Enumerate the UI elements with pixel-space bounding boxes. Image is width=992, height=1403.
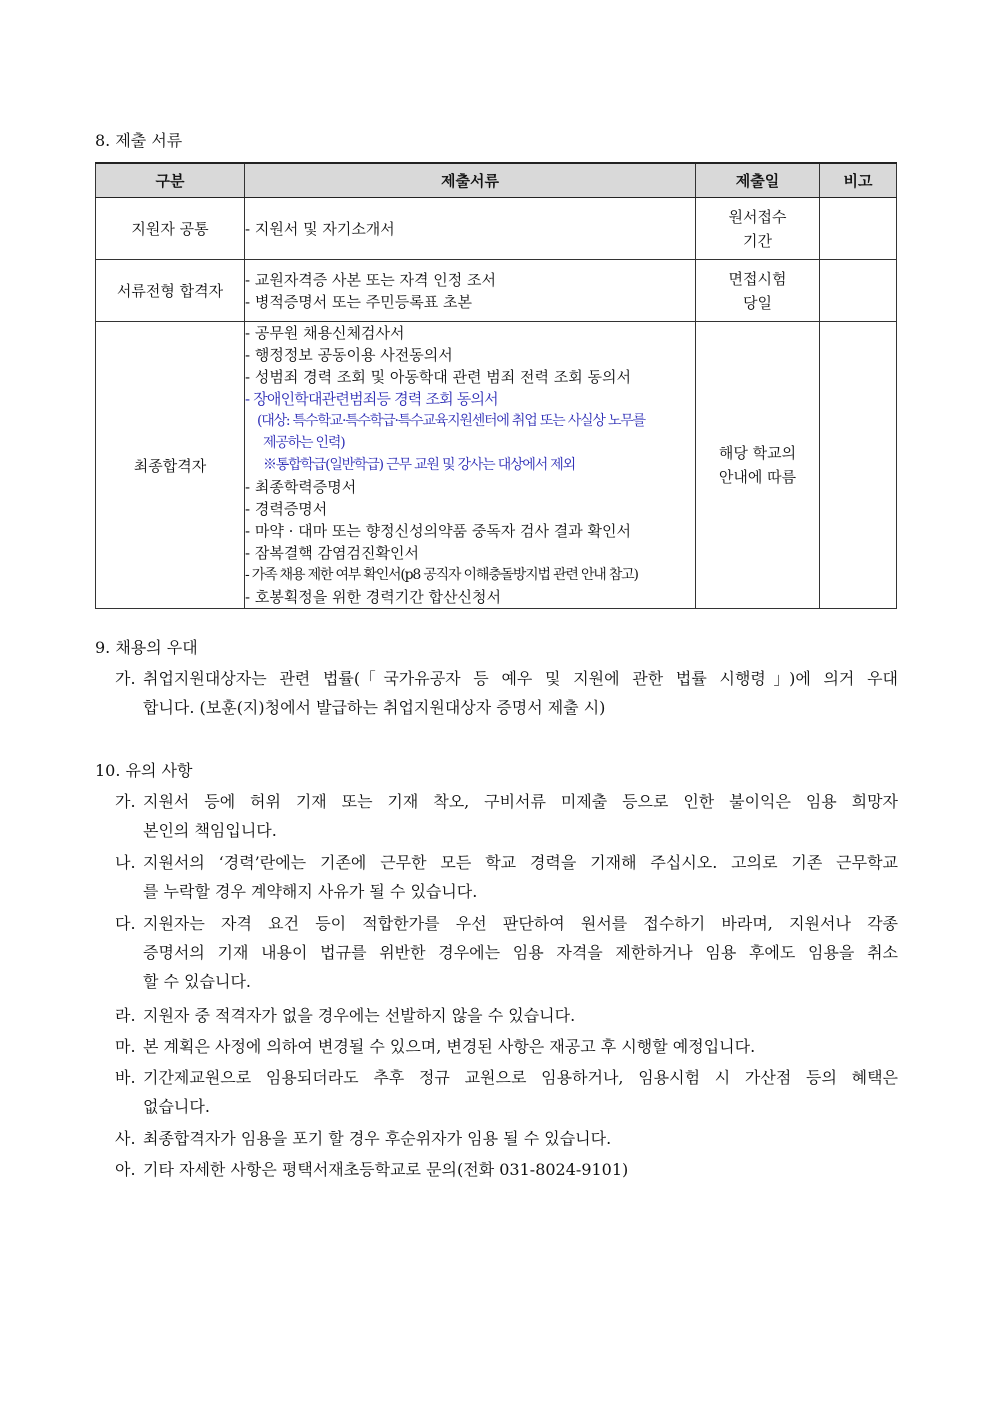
table-row — [96, 198, 897, 260]
notice-item — [115, 909, 898, 996]
item-line: 없습니다. — [143, 1097, 210, 1116]
document-item: - 마약 · 대마 또는 향정신성의약품 중독자 검사 결과 확인서 — [245, 522, 632, 540]
notice-item — [115, 1124, 898, 1153]
row-remarks — [820, 322, 897, 609]
preference-item — [115, 664, 898, 722]
row-remarks — [820, 260, 897, 322]
table-row — [96, 260, 897, 322]
notice-item — [115, 848, 898, 906]
item-line: 할 수 있습니다. — [143, 972, 251, 991]
notice-item — [115, 1001, 898, 1030]
document-item: - 성범죄 경력 조회 및 아동학대 관련 범죄 전력 조회 동의서 — [245, 368, 632, 386]
document-item: - 지원서 및 자기소개서 — [245, 219, 395, 238]
item-marker: 라. — [115, 1006, 136, 1025]
item-line: 본 계획은 사정에 의하여 변경될 수 있으며, 변경된 사항은 재공고 후 시행할 예정입니다. — [143, 1037, 756, 1056]
notice-item — [115, 1063, 898, 1121]
item-line: 기간제교원으로 임용되더라도 추후 정규 교원으로 임용하거나, 임용시험 시 가산점 등의 혜택은 — [143, 1068, 898, 1087]
item-line: 본인의 책임입니다. — [143, 821, 277, 840]
item-marker: 아. — [115, 1160, 136, 1179]
item-line: 를 누락할 경우 계약해지 사유가 될 수 있습니다. — [143, 882, 478, 901]
date-line: 기간 — [743, 231, 772, 250]
document-item: - 공무원 채용신체검사서 — [245, 324, 405, 342]
document-item-note: 제공하는 인력) — [263, 435, 345, 451]
notice-item — [115, 787, 898, 845]
section-9-title: 9. 채용의 우대 — [95, 638, 198, 657]
row-submission-date — [696, 260, 820, 322]
item-line: 증명서의 기재 내용이 법규를 위반한 경우에는 임용 자격을 제한하거나 임용 후에도 임용을 취소 — [143, 943, 898, 962]
item-marker: 가. — [115, 669, 136, 688]
item-marker: 다. — [115, 914, 136, 933]
header-category: 구분 — [96, 163, 245, 198]
row-remarks — [820, 198, 897, 260]
item-line: 지원자는 자격 요건 등이 적합한가를 우선 판단하여 원서를 접수하기 바라며, 지원서나 각종 — [143, 914, 898, 933]
date-line: 당일 — [743, 293, 772, 312]
row-submission-date — [696, 322, 820, 609]
item-marker: 바. — [115, 1068, 136, 1087]
item-marker: 마. — [115, 1037, 136, 1056]
date-line: 안내에 따름 — [718, 468, 797, 486]
document-item: - 호봉획정을 위한 경력기간 합산신청서 — [245, 588, 501, 606]
document-item: - 최종학력증명서 — [245, 478, 357, 496]
document-item: - 병적증명서 또는 주민등록표 초본 — [245, 292, 473, 311]
document-item: - 가족 채용 제한 여부 확인서(p8 공직자 이해충돌방지법 관련 안내 참고) — [245, 567, 638, 583]
row-documents — [245, 198, 696, 260]
row-category: 지원자 공통 — [96, 198, 245, 260]
document-item: - 잠복결핵 감염검진확인서 — [245, 544, 419, 562]
notice-item — [115, 1155, 898, 1184]
table-header-row — [96, 163, 897, 198]
section-8-title: 8. 제출 서류 — [95, 131, 183, 150]
item-line: 최종합격자가 임용을 포기 할 경우 후순위자가 임용 될 수 있습니다. — [143, 1129, 612, 1148]
submission-documents-table — [95, 162, 897, 609]
item-marker: 사. — [115, 1129, 136, 1148]
header-remarks: 비고 — [820, 163, 897, 198]
item-marker: 나. — [115, 853, 136, 872]
date-line: 면접시험 — [728, 269, 787, 288]
date-line: 원서접수 — [728, 207, 787, 226]
item-line: 지원서 등에 허위 기재 또는 기재 착오, 구비서류 미제출 등으로 인한 불이익은 임용 희망자 — [143, 792, 898, 811]
row-submission-date — [696, 198, 820, 260]
header-submission-date: 제출일 — [696, 163, 820, 198]
document-item: - 행정정보 공동이용 사전동의서 — [245, 346, 453, 364]
section-10-title: 10. 유의 사항 — [95, 761, 193, 780]
document-item-note: ※통합학급(일반학급) 근무 교원 및 강사는 대상에서 제외 — [263, 457, 575, 473]
table-row — [96, 322, 897, 609]
item-line: 합니다. (보훈(지)청에서 발급하는 취업지원대상자 증명서 제출 시) — [143, 698, 606, 717]
document-item-note: (대상: 특수학교·특수학급·특수교육지원센터에 취업 또는 사실상 노무를 — [257, 413, 645, 429]
row-category: 최종합격자 — [96, 322, 245, 609]
row-documents — [245, 322, 696, 609]
notice-item — [115, 1032, 898, 1061]
document-item: - 경력증명서 — [245, 500, 328, 518]
document-item: - 교원자격증 사본 또는 자격 인정 조서 — [245, 270, 497, 289]
header-documents: 제출서류 — [245, 163, 696, 198]
item-line: 지원자 중 적격자가 없을 경우에는 선발하지 않을 수 있습니다. — [143, 1006, 576, 1025]
row-documents — [245, 260, 696, 322]
item-marker: 가. — [115, 792, 136, 811]
item-line: 지원서의 ‘경력’란에는 기존에 근무한 모든 학교 경력을 기재해 주십시오. 고의로 기존 근무학교 — [143, 853, 898, 872]
item-line: 기타 자세한 사항은 평택서재초등학교로 문의(전화 031-8024-9101) — [143, 1160, 629, 1179]
row-category: 서류전형 합격자 — [96, 260, 245, 322]
date-line: 해당 학교의 — [718, 444, 797, 462]
item-line: 취업지원대상자는 관련 법률(「국가유공자 등 예우 및 지원에 관한 법률 시행령」)에 의거 우대 — [143, 669, 898, 688]
document-item: - 장애인학대관련범죄등 경력 조회 동의서 — [245, 390, 498, 408]
